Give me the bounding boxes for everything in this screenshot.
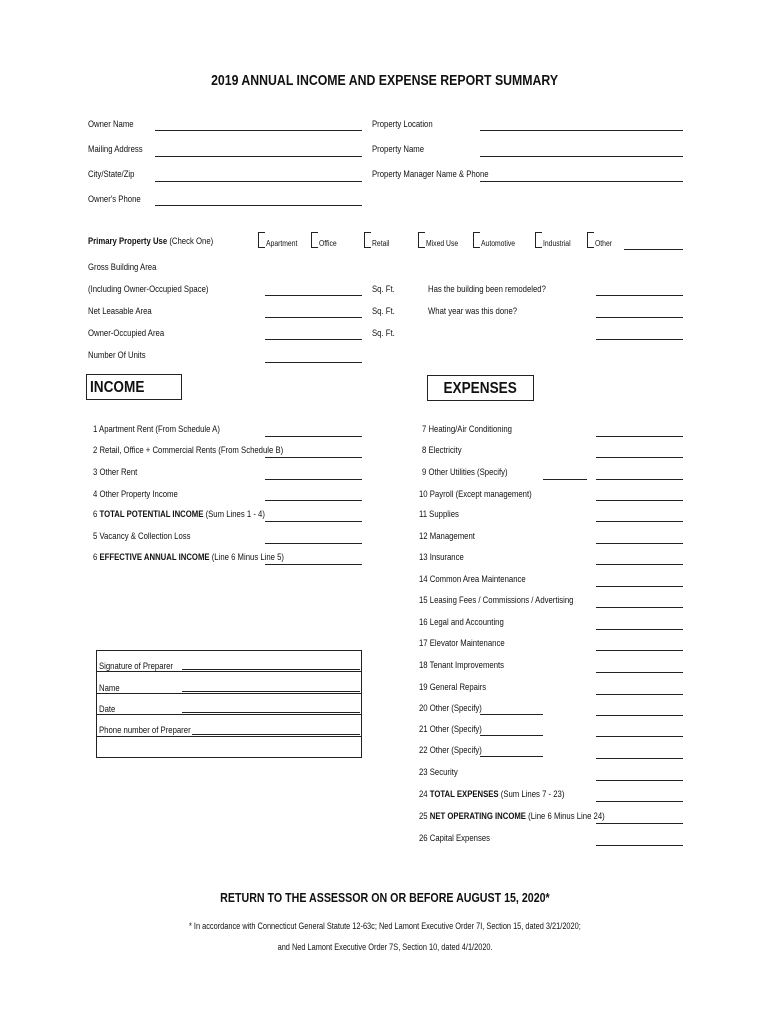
- expense-line-13-field[interactable]: [596, 564, 683, 565]
- owner-occupied-label: Owner-Occupied Area: [88, 328, 165, 338]
- expense-line-14-field[interactable]: [596, 586, 683, 587]
- other-use-field[interactable]: [624, 249, 683, 250]
- extra-field[interactable]: [596, 339, 683, 340]
- sqft-label: Sq. Ft.: [372, 306, 395, 316]
- expense-line-23: 23 Security: [419, 767, 458, 777]
- office-checkbox[interactable]: [311, 232, 318, 248]
- city-state-zip-field[interactable]: [155, 181, 362, 182]
- retail-checkbox[interactable]: [364, 232, 371, 248]
- preparer-divider: [96, 671, 362, 672]
- preparer-date-field[interactable]: [182, 712, 360, 713]
- automotive-option-label: Automotive: [481, 239, 516, 248]
- income-line-1: 1 Apartment Rent (From Schedule A): [93, 424, 220, 434]
- expense-line-20: 20 Other (Specify): [419, 703, 482, 713]
- expense-line-11: 11 Supplies: [419, 509, 459, 519]
- expense-line-12-field[interactable]: [596, 543, 683, 544]
- what-year-label: What year was this done?: [428, 306, 518, 316]
- expense-line-21-field[interactable]: [596, 736, 683, 737]
- expense-line-9: 9 Other Utilities (Specify): [422, 467, 508, 477]
- number-units-field[interactable]: [265, 362, 362, 363]
- sqft-label: Sq. Ft.: [372, 284, 395, 294]
- expense-line-9-specify-field[interactable]: [543, 479, 587, 480]
- expense-line-7-field[interactable]: [596, 436, 683, 437]
- expense-line-19: 19 General Repairs: [419, 682, 487, 692]
- industrial-option-label: Industrial: [543, 239, 571, 248]
- expense-line-18: 18 Tenant Improvements: [419, 660, 505, 670]
- owner-occupied-field[interactable]: [265, 339, 362, 340]
- expense-line-7: 7 Heating/Air Conditioning: [422, 424, 512, 434]
- city-state-zip-label: City/State/Zip: [88, 169, 135, 179]
- preparer-divider: [96, 736, 362, 737]
- preparer-phone-field[interactable]: [192, 734, 360, 735]
- mailing-address-label: Mailing Address: [88, 144, 143, 154]
- apartment-checkbox[interactable]: [258, 232, 265, 248]
- income-line-2: 2 Retail, Office + Commercial Rents (From Schedule B): [93, 445, 284, 455]
- preparer-divider: [96, 693, 362, 694]
- owners-phone-label: Owner's Phone: [88, 194, 141, 204]
- remodeled-field[interactable]: [596, 295, 683, 296]
- expense-line-16: 16 Legal and Accounting: [419, 617, 504, 627]
- expense-line-21-specify-field[interactable]: [480, 735, 543, 736]
- expense-line-10-field[interactable]: [596, 500, 683, 501]
- net-operating-income-field[interactable]: [596, 823, 683, 824]
- expense-line-20-specify-field[interactable]: [480, 714, 543, 715]
- expense-line-noi: 25 NET OPERATING INCOME (Line 6 Minus Line 24): [419, 811, 605, 821]
- vacancy-field[interactable]: [265, 543, 362, 544]
- automotive-checkbox[interactable]: [473, 232, 480, 248]
- effective-income-field[interactable]: [265, 564, 362, 565]
- retail-option-label: Retail: [372, 239, 390, 248]
- property-location-label: Property Location: [372, 119, 433, 129]
- gross-area-field[interactable]: [265, 295, 362, 296]
- footnote-1: * In accordance with Connecticut General Statute 12-63c; Ned Lamont Executive Order 7I, Section 15, dated 3/21/2020;: [189, 921, 581, 931]
- industrial-checkbox[interactable]: [535, 232, 542, 248]
- owner-name-field[interactable]: [155, 130, 362, 131]
- expense-line-13: 13 Insurance: [419, 552, 464, 562]
- expense-line-22-field[interactable]: [596, 758, 683, 759]
- form-title: 2019 ANNUAL INCOME AND EXPENSE REPORT SUMMARY: [211, 72, 559, 89]
- apartment-option-label: Apartment: [266, 239, 298, 248]
- mailing-address-field[interactable]: [155, 156, 362, 157]
- income-line-4-field[interactable]: [265, 500, 362, 501]
- signature-field[interactable]: [182, 669, 360, 670]
- preparer-date-label: Date: [99, 704, 116, 714]
- expense-line-12: 12 Management: [419, 531, 475, 541]
- expense-line-total: 24 TOTAL EXPENSES (Sum Lines 7 - 23): [419, 789, 565, 799]
- expenses-heading: EXPENSES: [427, 375, 534, 401]
- total-expenses-field[interactable]: [596, 801, 683, 802]
- expense-line-16-field[interactable]: [596, 629, 683, 630]
- expense-line-23-field[interactable]: [596, 780, 683, 781]
- income-line-effective: 6 EFFECTIVE ANNUAL INCOME (Line 6 Minus Line 5): [93, 552, 285, 562]
- sqft-label: Sq. Ft.: [372, 328, 395, 338]
- expense-line-15-field[interactable]: [596, 607, 683, 608]
- expense-line-18-field[interactable]: [596, 672, 683, 673]
- expense-line-8: 8 Electricity: [422, 445, 462, 455]
- return-deadline: RETURN TO THE ASSESSOR ON OR BEFORE AUGUST 15, 2020*: [220, 890, 550, 905]
- footnote-2: and Ned Lamont Executive Order 7S, Section 10, dated 4/1/2020.: [277, 942, 493, 952]
- income-line-1-field[interactable]: [265, 436, 362, 437]
- owner-name-label: Owner Name: [88, 119, 134, 129]
- remodeled-label: Has the building been remodeled?: [428, 284, 546, 294]
- number-units-label: Number Of Units: [88, 350, 146, 360]
- expense-line-14: 14 Common Area Maintenance: [419, 574, 526, 584]
- expense-line-15: 15 Leasing Fees / Commissions / Advertising: [419, 595, 574, 605]
- property-name-label: Property Name: [372, 144, 425, 154]
- income-line-total-potential: 6 TOTAL POTENTIAL INCOME (Sum Lines 1 - 4): [93, 509, 265, 519]
- income-line-4: 4 Other Property Income: [93, 489, 178, 499]
- gross-area-label: Gross Building Area: [88, 262, 157, 272]
- including-owner-label: (Including Owner-Occupied Space): [88, 284, 209, 294]
- expense-line-17-field[interactable]: [596, 650, 683, 651]
- office-option-label: Office: [319, 239, 337, 248]
- capital-expenses-field[interactable]: [596, 845, 683, 846]
- property-manager-label: Property Manager Name & Phone: [372, 169, 489, 179]
- mixed-use-checkbox[interactable]: [418, 232, 425, 248]
- income-line-3: 3 Other Rent: [93, 467, 138, 477]
- preparer-name-field[interactable]: [182, 691, 360, 692]
- preparer-divider: [96, 714, 362, 715]
- what-year-field[interactable]: [596, 317, 683, 318]
- total-potential-field[interactable]: [265, 521, 362, 522]
- expense-line-11-field[interactable]: [596, 521, 683, 522]
- income-line-3-field[interactable]: [265, 479, 362, 480]
- net-leasable-label: Net Leasable Area: [88, 306, 152, 316]
- expense-line-22: 22 Other (Specify): [419, 745, 482, 755]
- expense-line-10: 10 Payroll (Except management): [419, 489, 532, 499]
- expense-line-26: 26 Capital Expenses: [419, 833, 491, 843]
- expense-line-9-field[interactable]: [596, 479, 683, 480]
- property-location-field[interactable]: [480, 130, 683, 131]
- expense-line-20-field[interactable]: [596, 715, 683, 716]
- income-heading: INCOME: [86, 374, 182, 400]
- other-option-label: Other: [595, 239, 613, 248]
- expense-line-19-field[interactable]: [596, 694, 683, 695]
- expense-line-22-specify-field[interactable]: [480, 756, 543, 757]
- expense-line-8-field[interactable]: [596, 457, 683, 458]
- other-checkbox[interactable]: [587, 232, 594, 248]
- income-line-2-field[interactable]: [265, 457, 362, 458]
- net-leasable-field[interactable]: [265, 317, 362, 318]
- preparer-name-label: Name: [99, 683, 120, 693]
- mixed-use-option-label: Mixed Use: [426, 239, 459, 248]
- preparer-phone-label: Phone number of Preparer: [99, 725, 191, 735]
- primary-use-label: Primary Property Use (Check One): [88, 236, 214, 246]
- signature-label: Signature of Preparer: [99, 661, 174, 671]
- owners-phone-field[interactable]: [155, 205, 362, 206]
- property-name-field[interactable]: [480, 156, 683, 157]
- expense-line-17: 17 Elevator Maintenance: [419, 638, 505, 648]
- expense-line-21: 21 Other (Specify): [419, 724, 482, 734]
- property-manager-field[interactable]: [480, 181, 683, 182]
- income-line-vacancy: 5 Vacancy & Collection Loss: [93, 531, 191, 541]
